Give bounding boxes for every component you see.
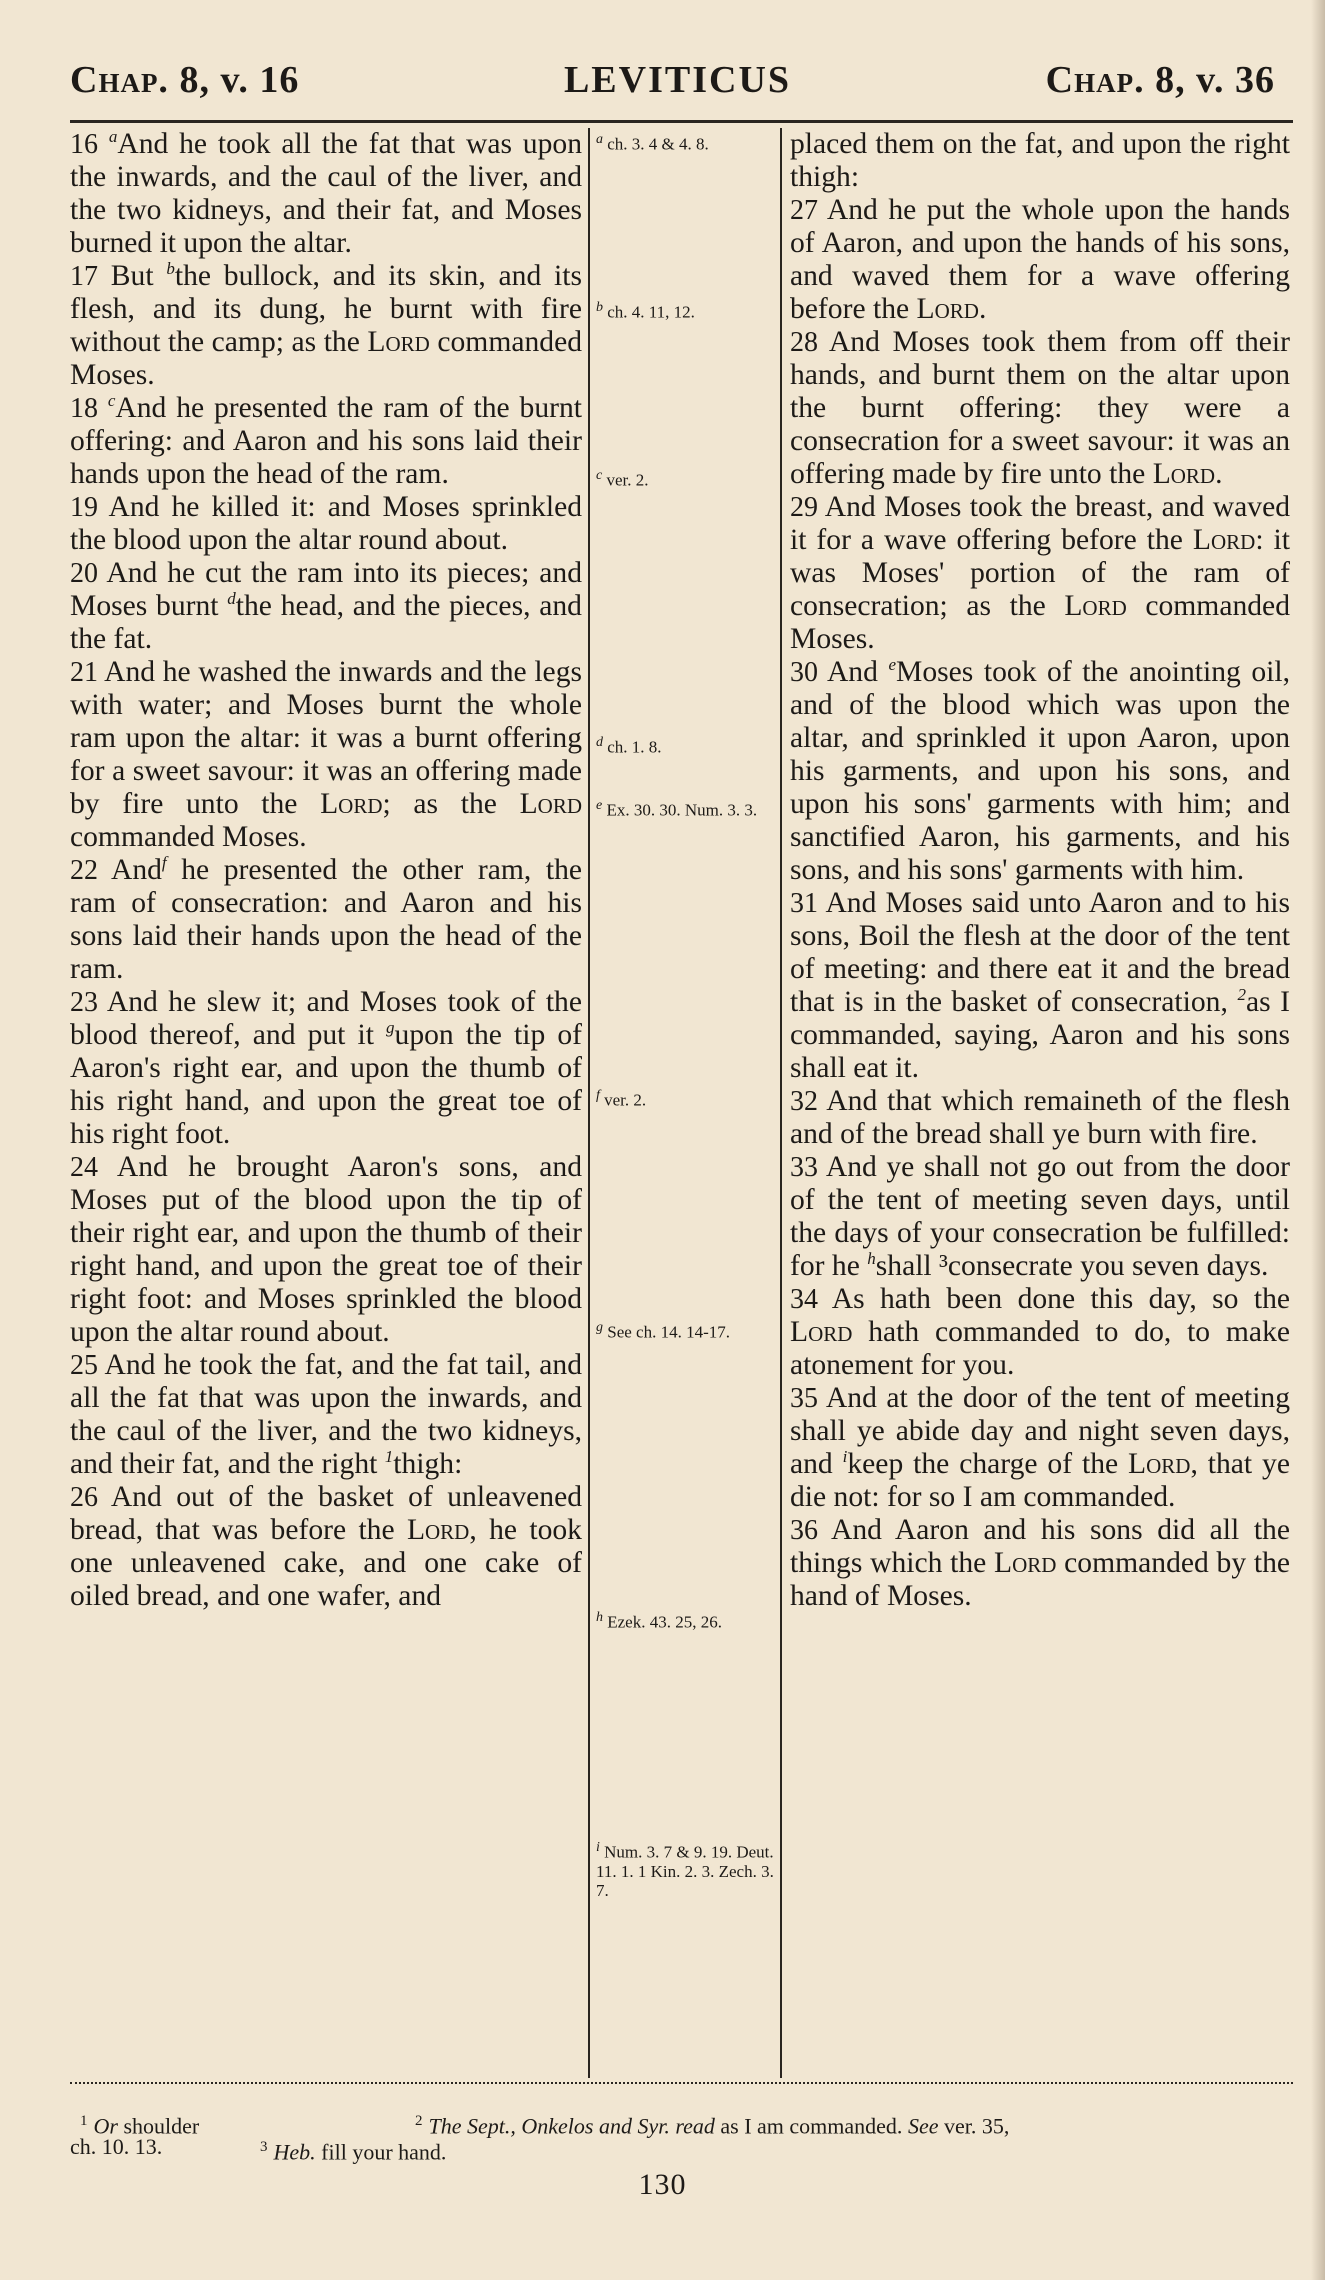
header-rule bbox=[70, 120, 1293, 123]
header-left: Chap. 8, v. 16 bbox=[70, 59, 300, 101]
verse-text: And Moses took the breast, and waved it for a wave offering before the Lord: it was Moses' portion of the ram of consecration; as the Lord commanded Moses. bbox=[790, 491, 1291, 655]
reference-text: Ex. 30. 30. Num. 3. 3. bbox=[602, 800, 758, 820]
reference-mark: d bbox=[227, 589, 236, 609]
verse-text: the head, and the pieces, and the fat. bbox=[70, 590, 582, 655]
reference-mark: g bbox=[596, 1320, 603, 1335]
verse-number: 21 bbox=[70, 657, 98, 688]
margin-reference bbox=[596, 1838, 774, 1900]
column-divider-right bbox=[780, 128, 782, 2078]
reference-text: ver. 2. bbox=[599, 1090, 647, 1110]
verse-text: And out of the basket of unleavened bread, that was before the Lord, he took one unleavened cake, and one cake of oiled bread, and one wafer, and bbox=[70, 1481, 583, 1612]
verse-number: 35 bbox=[790, 1383, 818, 1414]
verse-text: And at the door of the tent of meeting shall ye abide day and night seven days, and bbox=[790, 1382, 1291, 1480]
verse-text: And he brought Aaron's sons, and Moses put of the blood upon the tip of their right ear, and upon the thumb of their right hand, and upon the great toe of their right foot: and Moses sprinkled the blood upon the altar round about. bbox=[70, 1151, 582, 1348]
verse-number: 18 bbox=[70, 393, 98, 424]
reference-text: Ezek. 43. 25, 26. bbox=[603, 1612, 722, 1632]
verse-text: keep the charge of the Lord, that ye die not: for so I am commanded. bbox=[790, 1448, 1290, 1513]
reference-text: ch. 3. 4 & 4. 8. bbox=[603, 134, 709, 154]
margin-reference bbox=[596, 1608, 774, 1632]
margin-reference bbox=[596, 796, 774, 820]
verse bbox=[70, 1349, 582, 1481]
footnote-3: $^3$ Heb. fill your hand. bbox=[260, 2139, 447, 2165]
verse-text: As hath been done this day, so the Lord hath commanded to do, to make atonement for you. bbox=[790, 1283, 1291, 1381]
verse-text: thigh: bbox=[393, 1448, 463, 1480]
footnote-2: $^2$ The Sept., Onkelos and Syr. read as I am commanded. See ver. 35, bbox=[415, 2113, 1010, 2139]
reference-mark: h bbox=[596, 1610, 603, 1625]
verse bbox=[70, 854, 582, 986]
reference-text: ch. 1. 8. bbox=[603, 737, 662, 757]
margin-reference bbox=[596, 733, 774, 757]
verse bbox=[790, 128, 1290, 194]
margin-reference bbox=[596, 1318, 774, 1342]
reference-mark: e bbox=[888, 655, 897, 675]
verse-text: the bullock, and its skin, and its flesh, and its dung, he burnt with fire without the camp; as the Lord commanded Moses. bbox=[70, 260, 582, 391]
verse-number: 36 bbox=[790, 1515, 818, 1546]
page-edge-shadow bbox=[1311, 0, 1325, 2280]
footnote-2-continuation: ch. 10. 13. bbox=[70, 2134, 163, 2159]
verse bbox=[70, 260, 582, 392]
verse-number: 23 bbox=[70, 987, 98, 1018]
verse-number: 17 bbox=[70, 261, 98, 292]
footnote-1: $^1$ Or shoulder bbox=[80, 2113, 200, 2139]
verse-number: 22 bbox=[70, 855, 98, 886]
verse-text: And he presented the ram of the burnt offering: and Aaron and his sons laid their hands upon the head of the ram. bbox=[70, 392, 582, 490]
verse-number: 19 bbox=[70, 492, 98, 523]
verse bbox=[790, 1283, 1290, 1382]
verse-text: And Aaron and his sons did all the things which the Lord commanded by the hand of Moses. bbox=[790, 1514, 1290, 1612]
verse-text: upon the tip of Aaron's right ear, and upon the thumb of his right hand, and upon the great toe of his right foot. bbox=[70, 1019, 582, 1150]
footnote-rule bbox=[70, 2082, 1293, 2084]
reference-text: ch. 4. 11, 12. bbox=[603, 302, 695, 322]
verse-text: But bbox=[110, 260, 167, 292]
reference-text: Num. 3. 7 & 9. 19. Deut. 11. 1. 1 Kin. 2. 3. Zech. 3. 7. bbox=[596, 1842, 774, 1900]
verse-text: And he washed the inwards and the legs with water; and Moses burnt the whole ram upon the altar: it was a burnt offering for a sweet savour: it was an offering made by fire unto the Lord; as the Lord commanded Moses. bbox=[70, 656, 583, 853]
verse-text: And he put the whole upon the hands of Aaron, and upon the hands of his sons, and waved them for a wave offering before the Lord. bbox=[790, 194, 1290, 325]
verse bbox=[790, 194, 1290, 326]
margin-reference bbox=[596, 298, 774, 322]
verse bbox=[70, 656, 582, 854]
verse bbox=[790, 326, 1290, 491]
verse-text: And he cut the ram into its pieces; and Moses burnt bbox=[70, 557, 583, 622]
verse bbox=[790, 1514, 1290, 1613]
verse-number: 16 bbox=[70, 129, 98, 160]
reference-mark: h bbox=[867, 1249, 876, 1269]
verse bbox=[790, 656, 1290, 887]
verse bbox=[70, 392, 582, 491]
column-divider-left bbox=[588, 128, 590, 2078]
reference-mark: c bbox=[596, 468, 603, 483]
verse-number: 31 bbox=[790, 888, 818, 919]
verse-text: shall ³consecrate you seven days. bbox=[875, 1250, 1269, 1282]
verse-number: 33 bbox=[790, 1152, 818, 1183]
verse bbox=[790, 491, 1290, 656]
margin-reference bbox=[596, 130, 774, 154]
verse bbox=[70, 1151, 582, 1349]
reference-mark: i bbox=[842, 1447, 848, 1467]
reference-mark: f bbox=[161, 853, 167, 873]
reference-mark: a bbox=[108, 127, 118, 147]
reference-mark: g bbox=[386, 1018, 395, 1038]
verse-text: And ye shall not go out from the door of the tent of meeting seven days, until the days of your consecration be fulfilled: for he bbox=[790, 1151, 1290, 1282]
verse-number: 24 bbox=[70, 1152, 98, 1183]
verse bbox=[790, 887, 1290, 1085]
verse bbox=[70, 986, 582, 1151]
verse-text: And Moses took them from off their hands, and burnt them on the altar upon the burnt offering: they were a consecration for a sweet savour: it was an offering made by fire unto the Lord. bbox=[790, 326, 1290, 490]
verse-number: 25 bbox=[70, 1350, 98, 1381]
verse-text: he presented the other ram, the ram of consecration: and Aaron and his sons laid their hands upon the head of the ram. bbox=[70, 854, 583, 985]
verse-number: 34 bbox=[790, 1284, 818, 1315]
reference-text: See ch. 14. 14-17. bbox=[603, 1322, 731, 1342]
verse bbox=[70, 491, 582, 557]
reference-mark: c bbox=[107, 391, 116, 411]
header-right: Chap. 8, v. 36 bbox=[1045, 59, 1275, 101]
left-text-column bbox=[70, 128, 582, 2072]
reference-mark: f bbox=[596, 1088, 600, 1103]
verse-number: 26 bbox=[70, 1482, 98, 1513]
verse-text: And that which remaineth of the flesh and of the bread shall ye burn with fire. bbox=[790, 1085, 1290, 1150]
verse-text: And he took all the fat that was upon the inwards, and the caul of the liver, and the two kidneys, and their fat, and Moses burned it upon the altar. bbox=[70, 128, 582, 259]
reference-mark: 1 bbox=[384, 1447, 394, 1467]
verse-text: And he killed it: and Moses sprinkled the blood upon the altar round about. bbox=[70, 491, 583, 556]
verse-text: And bbox=[110, 854, 162, 886]
verse bbox=[70, 1481, 582, 1613]
right-text-column bbox=[790, 128, 1290, 2072]
verse-text: And he took the fat, and the fat tail, and all the fat that was upon the inwards, and the caul of the liver, and the two kidneys, and their fat, and the right bbox=[70, 1349, 582, 1480]
verse bbox=[70, 128, 582, 260]
verse-text: And he slew it; and Moses took of the blood thereof, and put it bbox=[70, 986, 582, 1051]
verse bbox=[790, 1382, 1290, 1514]
verse bbox=[70, 557, 582, 656]
reference-mark: 2 bbox=[1237, 985, 1246, 1005]
verse-number: 20 bbox=[70, 558, 98, 589]
margin-references bbox=[596, 128, 774, 2078]
margin-reference bbox=[596, 466, 774, 490]
page-number: 130 bbox=[638, 2168, 687, 2201]
reference-mark: e bbox=[596, 798, 603, 813]
reference-mark: a bbox=[596, 132, 603, 147]
verse-number: 32 bbox=[790, 1086, 818, 1117]
margin-reference bbox=[596, 1086, 774, 1110]
verse-number: 29 bbox=[790, 492, 818, 523]
verse-text: placed them on the fat, and upon the right thigh: bbox=[790, 128, 1290, 193]
verse-number: 30 bbox=[790, 657, 818, 688]
book-title: LEVITICUS bbox=[563, 59, 792, 101]
verse-text: as I commanded, saying, Aaron and his sons shall eat it. bbox=[790, 986, 1291, 1084]
verse bbox=[790, 1085, 1290, 1151]
reference-mark: i bbox=[596, 1840, 600, 1855]
verse-number: 28 bbox=[790, 327, 818, 358]
reference-mark: d bbox=[596, 735, 603, 750]
verse bbox=[790, 1151, 1290, 1283]
verse-text: And bbox=[826, 656, 889, 688]
verse-text: And Moses said unto Aaron and to his sons, Boil the flesh at the door of the tent of meeting: and there eat it and the bread that is in the basket of consecration, bbox=[790, 887, 1290, 1018]
verse-number: 27 bbox=[790, 195, 818, 226]
reference-mark: b bbox=[596, 300, 603, 315]
reference-text: ver. 2. bbox=[602, 470, 649, 490]
verse-text: Moses took of the anointing oil, and of the blood which was upon the altar, and sprinkled it upon Aaron, upon his garments, and upon his sons, and upon his sons' garments with him; and sanctified Aaron, his garments, and his sons, and his sons' garments with him. bbox=[790, 656, 1290, 886]
running-header bbox=[70, 58, 1285, 118]
reference-mark: b bbox=[166, 259, 175, 279]
